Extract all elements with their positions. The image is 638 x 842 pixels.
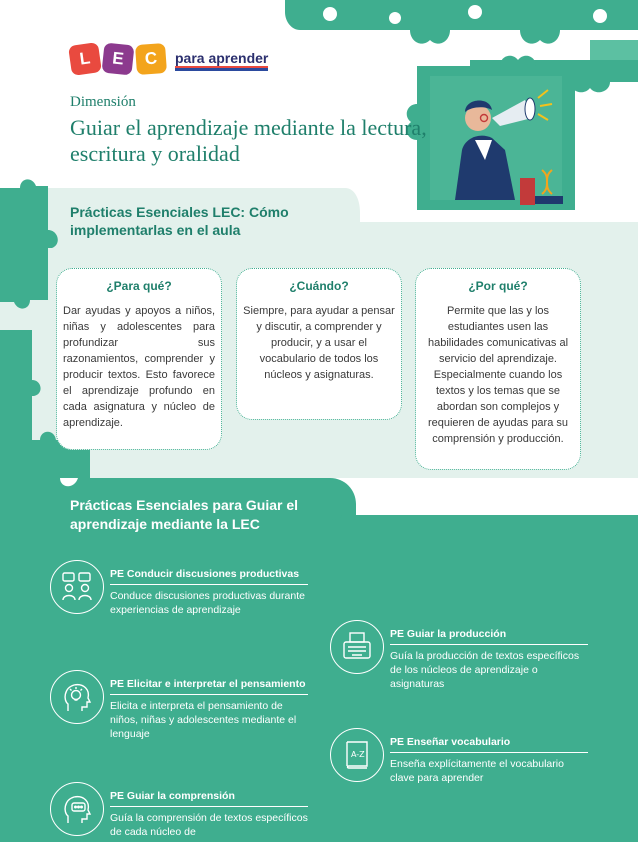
head-speech-icon xyxy=(50,782,104,836)
page-title: Guiar el aprendizaje mediante la lectura, escritura y oralidad xyxy=(70,115,427,166)
card-text: Siempre, para ayudar a pensar y discutir, a comprender y producir, y a usar el vocabulario de todos los núcleos y asignaturas. xyxy=(243,305,395,381)
logo-letter-c: C xyxy=(135,43,167,75)
practice-title: PE Guiar la comprensión xyxy=(110,790,308,807)
lec-logo xyxy=(70,44,268,74)
section-title-guiar-aprendizaje: Prácticas Esenciales para Guiar el aprendizaje mediante la LEC xyxy=(70,497,299,532)
card-title: ¿Cuándo? xyxy=(289,279,349,293)
dimension-label: Dimensión xyxy=(70,94,136,110)
dictionary-icon xyxy=(330,728,384,782)
practice-description: Elicita e interpreta el pensamiento de niños, niñas y adolescentes mediante el lenguaje xyxy=(110,700,297,740)
practice-title: PE Elicitar e interpretar el pensamiento xyxy=(110,678,308,695)
practice-description: Guía la comprensión de textos específicos de cada núcleo de xyxy=(110,812,308,838)
logo-letter-l: L xyxy=(68,42,102,76)
practice-title: PE Enseñar vocabulario xyxy=(390,736,588,753)
card-para-que xyxy=(56,268,222,450)
card-por-que xyxy=(415,268,581,470)
practice-description: Enseña explícitamente el vocabulario clave para aprender xyxy=(390,758,564,784)
card-text: Permite que las y los estudiantes usen las habilidades comunicativas al servicio del aprendizaje. Especialmente cuando los textos y los temas que se abordan son complejos y requieren de ayudas para su comprensión y producción. xyxy=(427,305,569,445)
practice-title: PE Guiar la producción xyxy=(390,628,588,645)
card-cuando xyxy=(236,268,402,420)
card-text: Dar ayudas y apoyos a niños, niñas y adolescentes para profundizar sus razonamientos, comprender y producir textos. Esto favorece el aprendizaje profundo en cada asignatura y núcleo de aprendizaje. xyxy=(63,305,215,429)
card-title: ¿Para qué? xyxy=(106,279,172,293)
section-title-practicas-esenciales: Prácticas Esenciales LEC: Cómo implementarlas en el aula xyxy=(70,204,289,238)
card-title: ¿Por qué? xyxy=(468,279,528,293)
logo-letter-e: E xyxy=(102,43,135,76)
head-lightbulb-icon xyxy=(50,670,104,724)
practice-ensenar-vocabulario xyxy=(330,728,588,785)
practice-guiar-comprension xyxy=(50,782,308,839)
practice-description: Guía la producción de textos específicos de los núcleos de aprendizaje o asignaturas xyxy=(390,650,580,690)
practice-title: PE Conducir discusiones productivas xyxy=(110,568,308,585)
practice-guiar-produccion xyxy=(330,620,588,691)
practice-description: Conduce discusiones productivas durante experiencias de aprendizaje xyxy=(110,590,305,616)
svg-text:A-Z: A-Z xyxy=(351,750,365,759)
discussion-people-icon xyxy=(50,560,104,614)
typewriter-icon xyxy=(330,620,384,674)
practice-elicitar-pensamiento xyxy=(50,670,308,741)
logo-tagline: para aprender xyxy=(175,50,268,69)
practice-conducir-discusiones xyxy=(50,560,308,617)
